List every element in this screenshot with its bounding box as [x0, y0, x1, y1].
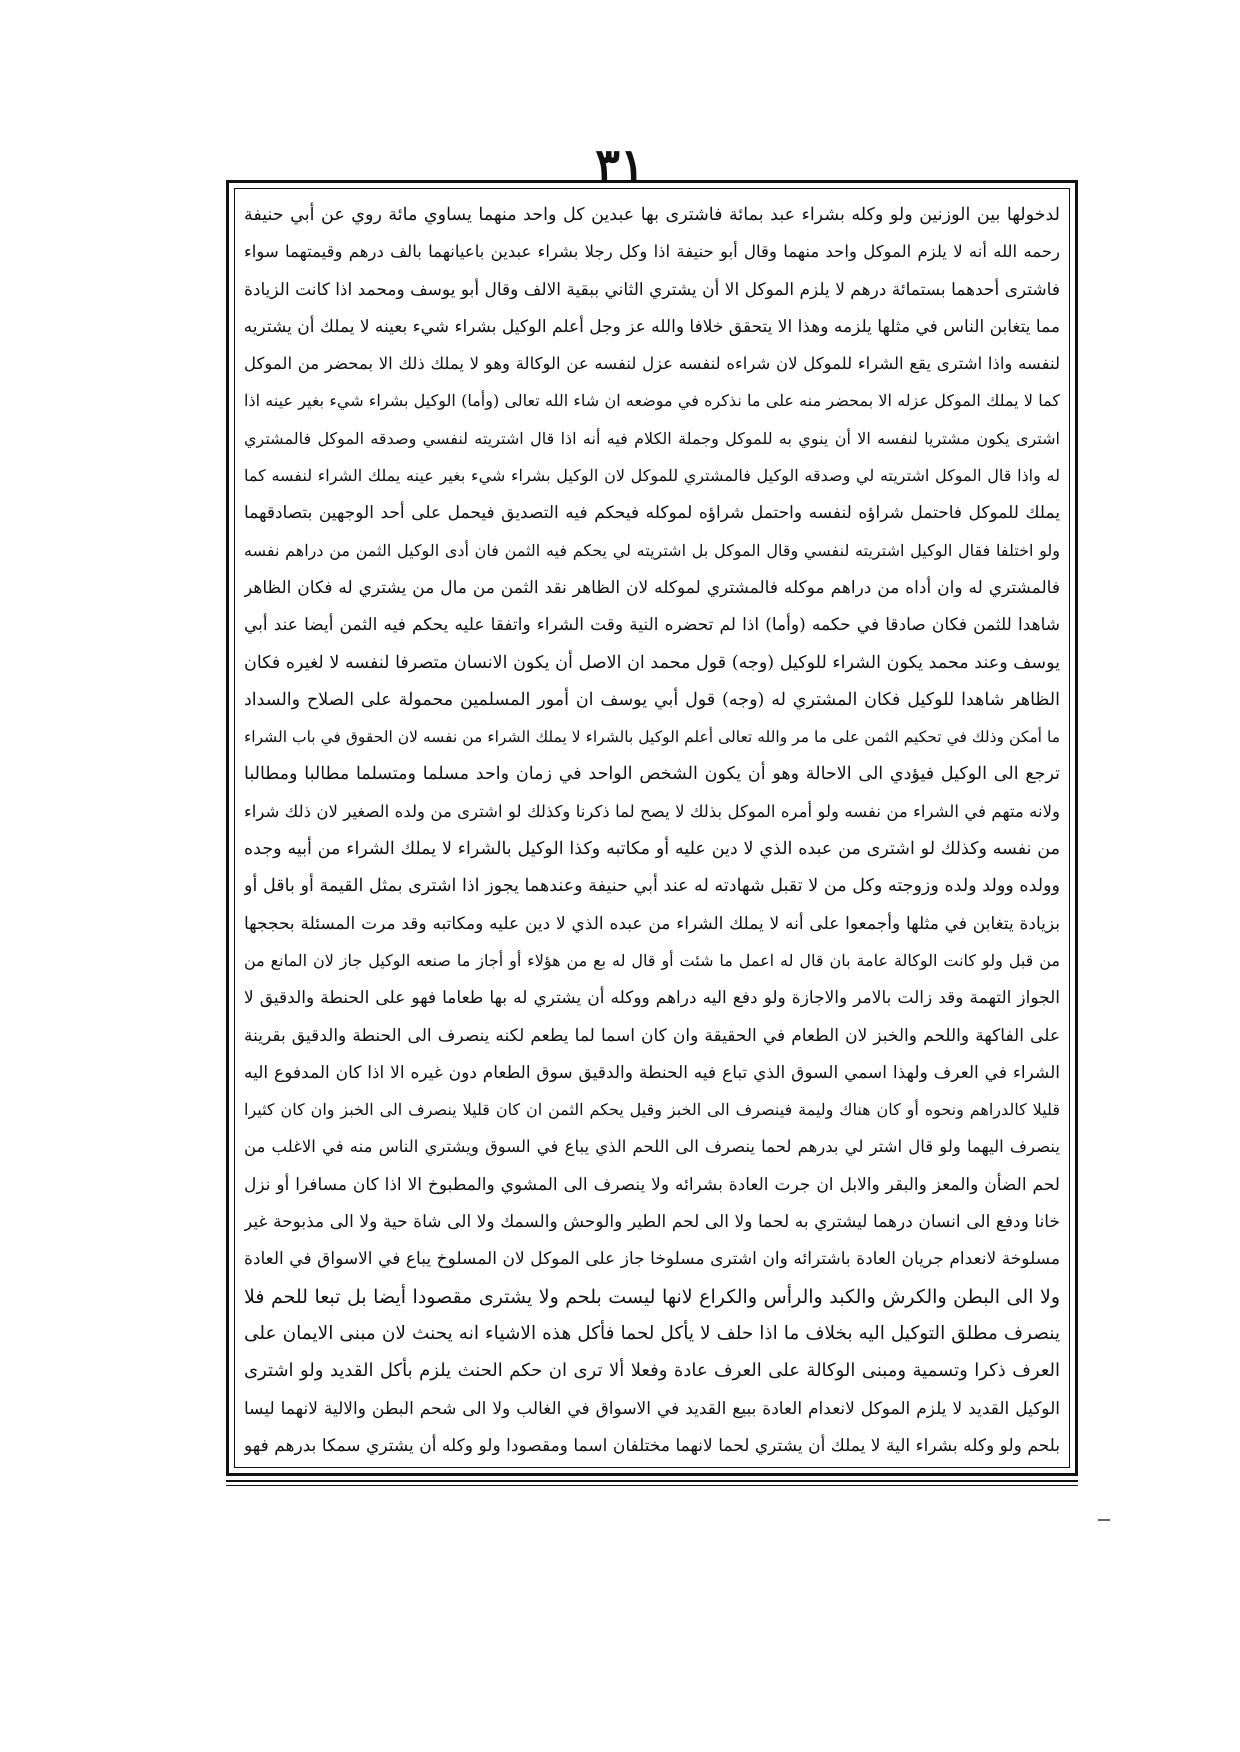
text-line: خانا ودفع الى انسان درهما ليشتري به لحما ولا الى لحم الطير والوحش والسمك ولا الى شاة حية ولا الى مذبوحة غير [244, 1212, 1060, 1233]
text-line: مسلوخة لانعدام جريان العادة باشترائه وان اشترى مسلوخا جاز على الموكل لان المسلوخ يباع في الاسواق في العادة [244, 1249, 1060, 1270]
text-line: مما يتغابن الناس في مثلها يلزمه وهذا الا يتحقق خلافا والله عز وجل أعلم الوكيل بشراء شيء بعينه لا يملك أن يشتريه [244, 316, 1060, 337]
text-line: لدخولها بين الوزنين ولو وكله بشراء عبد بمائة فاشترى بها عبدين كل واحد منهما يساوي مائة روي عن أبي حنيفة [244, 205, 1060, 225]
text-line: من نفسه وكذلك لو اشترى من عبده الذي لا دين عليه أو مكاتبه وكذا الوكيل بالشراء لا يملك الشراء من أبيه وجده [244, 839, 1060, 860]
text-line: العرف ذكرا وتسمية ومبنى الوكالة على العرف عادة وفعلا ألا ترى ان حكم الحنث يلزم بأكل القديد ولو اشترى [244, 1360, 1060, 1382]
text-line: يملك للموكل فاحتمل شراؤه لنفسه واحتمل شراؤه لموكله فيحكم فيه التصديق فيحمل على أحد الوجهين بتصادقهما [244, 503, 1060, 524]
text-line: بلحم ولو وكله بشراء الية لا يملك أن يشتري لحما لانهما مختلفان اسما ومقصودا ولو وكله أن يشتري سمكا بدرهم فهو [244, 1435, 1060, 1456]
text-line: كما لا يملك الموكل عزله الا بمحضر منه على ما نذكره في موضعه ان شاء الله تعالى (وأما) الوكيل بشراء شيء بغير عينه اذا [244, 391, 1060, 411]
text-line: بزيادة يتغابن في مثلها وأجمعوا على أنه لا يملك الشراء من عبده الذي لا دين عليه ومكاتبه وقد مرت المسئلة بحججها [244, 913, 1060, 934]
text-line: قليلا كالدراهم ونحوه أو كان هناك وليمة فينصرف الى الخبز وقيل يحكم الثمن ان كان قليلا ينصرف الى الخبز وان كان كثيرا [244, 1100, 1060, 1120]
text-line: ما أمكن وذلك في تحكيم الثمن على ما مر والله تعالى أعلم الوكيل بالشراء لا يملك الشراء من نفسه لان الحقوق في باب الشراء [244, 728, 1060, 747]
text-line: من قبل ولو كانت الوكالة عامة بان قال له اعمل ما شئت أو قال له بع من هؤلاء أو أجاز ما صنعه الوكيل جاز لان المانع من [244, 950, 1060, 970]
text-line: فالمشتري له وان أداه من دراهم موكله فالمشتري لموكله لان الظاهر نقد الثمن من مال من يشتري له فكان الظاهر [244, 577, 1060, 598]
text-line: ولا الى البطن والكرش والكبد والرأس والكراع لانها ليست بلحم ولا يشترى مقصودا أيضا بل تبعا للحم فلا [244, 1285, 1060, 1308]
page-number: ٣١ [595, 138, 645, 192]
text-line: لحم الضأن والمعز والبقر والابل ان جرت العادة بشرائه ولا ينصرف الى المشوي والمطبوخ الا اذا كان مسافرا أو نزل [244, 1174, 1060, 1195]
text-line: وولده وولد ولده وزوجته وكل من لا تقبل شهادته له عند أبي حنيفة وعندهما يجوز اذا اشترى بمثل القيمة أو باقل أو [244, 876, 1060, 897]
text-line: على الفاكهة واللحم والخبز لان الطعام في الحقيقة وان كان اسما لما يطعم لكنه ينصرف الى الحنطة والدقيق بقرينة [244, 1025, 1060, 1046]
bottom-rule-thin [226, 1485, 1078, 1486]
text-line: ولانه متهم في الشراء من نفسه ولو أمره الموكل بذلك لا يصح لما ذكرنا وكذلك لو اشترى من ولده الصغير لان ذلك شراء [244, 801, 1060, 821]
text-line: الظاهر شاهدا للوكيل فكان المشتري له (وجه) قول أبي يوسف ان أمور المسلمين محمولة على الصلاح والسداد [244, 689, 1060, 710]
text-line: الوكيل القديد لا يلزم الموكل لانعدام العادة ببيع القديد في الاسواق في الغالب ولا الى شحم البطن والالية لانهما ليسا [244, 1398, 1060, 1419]
text-line: ينصرف مطلق التوكيل اليه بخلاف ما اذا حلف لا يأكل لحما فأكل هذه الاشياء انه يحنث لان مبنى الايمان على [244, 1322, 1060, 1344]
text-line: الشراء في العرف ولهذا اسمي السوق الذي تباع فيه الحنطة والدقيق سوق الطعام دون غيره الا اذا كان المدفوع اليه [244, 1062, 1060, 1083]
text-line: له واذا قال الموكل اشتريته لي وصدقه الوكيل فالمشتري للموكل لان الوكيل بشراء شيء بغير عينه يملك الشراء لنفسه كما [244, 466, 1060, 486]
text-line: ينصرف اليهما ولو قال اشتر لي بدرهم لحما ينصرف الى اللحم الذي يباع في السوق ويشتري الناس منه في الاغلب من [244, 1137, 1060, 1157]
text-line: يوسف وعند محمد يكون الشراء للوكيل (وجه) قول محمد ان الاصل أن يكون الانسان متصرفا لنفسه لا لغيره فكان [244, 652, 1060, 673]
text-line: ولو اختلفا فقال الوكيل اشتريته لنفسي وقال الموكل بل اشتريته لي يحكم فيه الثمن فان أدى الوكيل الثمن من دراهم نفسه [244, 540, 1060, 560]
text-line: الجواز التهمة وقد زالت بالامر والاجازة ولو دفع اليه دراهم ووكله أن يشتري له بها طعاما فهو على الحنطة والدقيق لا [244, 988, 1060, 1009]
text-block [244, 196, 1060, 1464]
text-line: لنفسه واذا اشترى يقع الشراء للموكل لان شراءه لنفسه عزل لنفسه عن الوكالة وهو لا يملك ذلك الا بمحضر من الموكل [244, 354, 1060, 374]
bottom-rule [226, 1480, 1078, 1482]
text-line: اشترى يكون مشتريا لنفسه الا أن ينوي به للموكل وجملة الكلام فيه أنه اذا قال اشتريته لنفسي وصدقه الموكل فالمشتري [244, 428, 1060, 448]
text-line: شاهدا للثمن فكان صادقا في حكمه (وأما) اذا لم تحضره النية وقت الشراء واتفقا عليه يحكم فيه الثمن أيضا عند أبي [244, 615, 1060, 636]
corner-mark [1098, 1519, 1110, 1521]
text-line: رحمه الله أنه لا يلزم الموكل واحد منهما وقال أبو حنيفة اذا وكل رجلا بشراء عبدين باعيانهما بالف درهم وقيمتهما سواء [244, 242, 1060, 262]
text-line: فاشترى أحدهما بستمائة درهم لا يلزم الموكل الا أن يشتري الثاني ببقية الالف وقال أبو يوسف ومحمد اذا كانت الزيادة [244, 279, 1060, 300]
text-line: ترجع الى الوكيل فيؤدي الى الاحالة وهو أن يكون الشخص الواحد في زمان واحد مسلما ومتسلما مطالبا ومطالبا [244, 764, 1060, 785]
